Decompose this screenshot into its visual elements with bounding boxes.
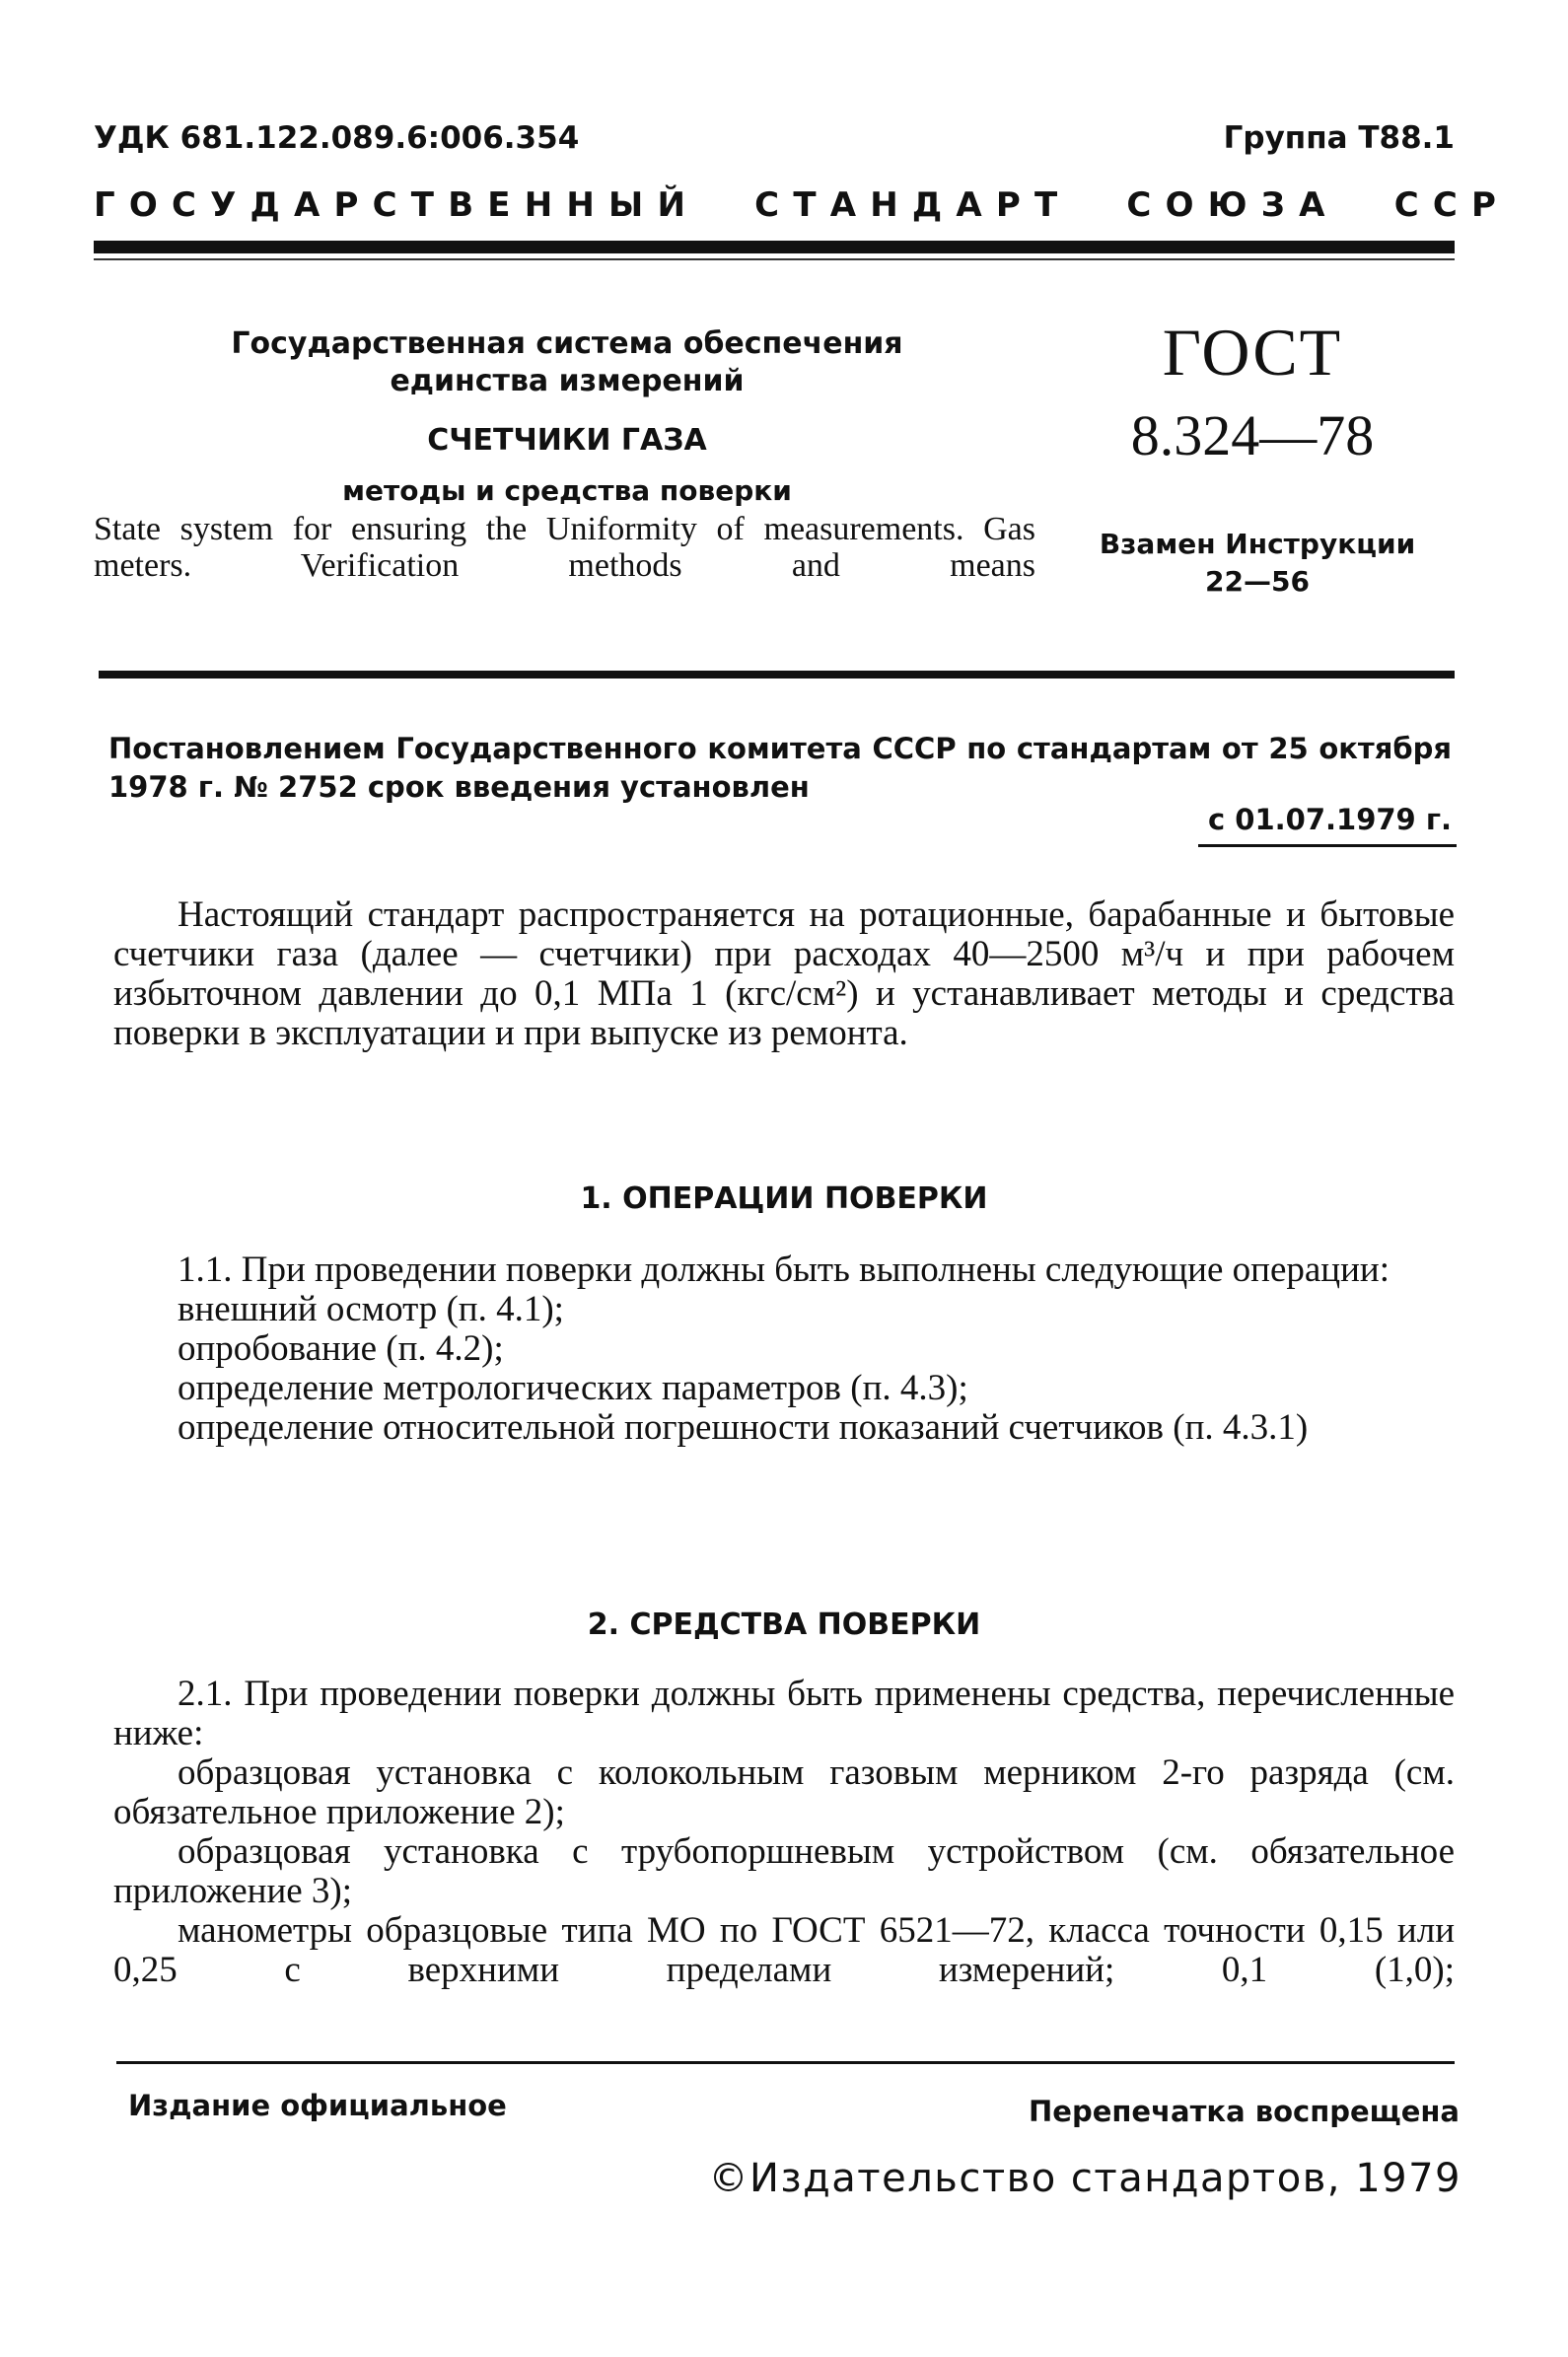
group-code: Группа Т88.1 <box>1223 120 1455 156</box>
gost-number: 8.324—78 <box>1130 403 1375 467</box>
section1-body <box>113 1250 1455 1448</box>
replaces-line2: 22—56 <box>1205 565 1310 598</box>
section2-heading: 2. СРЕДСТВА ПОВЕРКИ <box>587 1607 981 1642</box>
replaces-line1: Взамен Инструкции <box>1099 528 1416 560</box>
section1-item: внешний осмотр (п. 4.1); <box>178 1289 564 1329</box>
udk-code: УДК 681.122.089.6:006.354 <box>94 120 580 156</box>
section1-lead: 1.1. При проведении поверки должны быть выполнены следующие операции: <box>178 1250 1390 1290</box>
system-title-line2: единства измерений <box>390 364 745 398</box>
section2-item: образцовая установка с колокольным газовым мерником 2-го разряда (см. обязательное приложение 2); <box>113 1752 1455 1832</box>
section2-item: образцовая установка с трубопоршневым устройством (см. обязательное приложение 3); <box>113 1831 1455 1911</box>
footer-rule <box>116 2061 1455 2064</box>
section2-lead: 2.1. При проведении поверки должны быть применены средства, перечисленные ниже: <box>113 1674 1455 1753</box>
title-divider <box>99 671 1455 679</box>
publisher-copyright: ©Издательство стандартов, 1979 <box>708 2156 1461 2201</box>
gost-label: ГОСТ <box>1162 315 1343 390</box>
decree-text: Постановлением Государственного комитета СССР по стандартам от 25 октября 1978 г. № 2752 срок введения установлен <box>108 732 1452 804</box>
decree-date: с 01.07.1979 г. <box>1207 803 1452 836</box>
system-title-line1: Государственная система обеспечения <box>231 326 903 361</box>
standard-subtitle: методы и средства поверки <box>342 474 792 507</box>
official-edition-note: Издание официальное <box>128 2089 507 2122</box>
section1-heading: 1. ОПЕРАЦИИ ПОВЕРКИ <box>580 1181 988 1216</box>
section1-item: опробование (п. 4.2); <box>178 1328 504 1369</box>
decree-date-underline <box>1198 844 1457 847</box>
replaces-note <box>1075 526 1440 601</box>
section2-body <box>113 1675 1455 1990</box>
english-title: State system for ensuring the Uniformity of measurements. Gas meters. Verification methods and means <box>94 511 1035 584</box>
header-rule-thick <box>94 241 1455 253</box>
section1-item-last: определение относительной погрешности показаний счетчиков (п. 4.3.1) <box>178 1407 1309 1448</box>
title-block <box>94 325 1040 509</box>
standard-name: СЧЕТЧИКИ ГАЗА <box>427 423 707 458</box>
state-standard-banner: ГОСУДАРСТВЕННЫЙ СТАНДАРТ СОЮЗА ССР <box>94 185 1511 225</box>
reprint-prohibited-note: Перепечатка воспрещена <box>1029 2095 1460 2128</box>
section1-item: определение метрологических параметров (п. 4.3); <box>178 1368 968 1408</box>
section2-item: манометры образцовые типа МО по ГОСТ 6521—72, класса точности 0,15 или 0,25 с верхними пределами измерений; 0,1 (1,0); <box>113 1910 1455 1990</box>
intro-paragraph: Настоящий стандарт распространяется на ротационные, барабанные и бытовые счетчики газа (далее — счетчики) при расходах 40—2500 м³/ч и при рабочем избыточном давлении до 0,1 МПа 1 (кгс/см²) и устанавливает методы и средства поверки в эксплуатации и при выпуске из ремонта. <box>113 894 1455 1053</box>
header-rule-thin <box>94 258 1455 260</box>
